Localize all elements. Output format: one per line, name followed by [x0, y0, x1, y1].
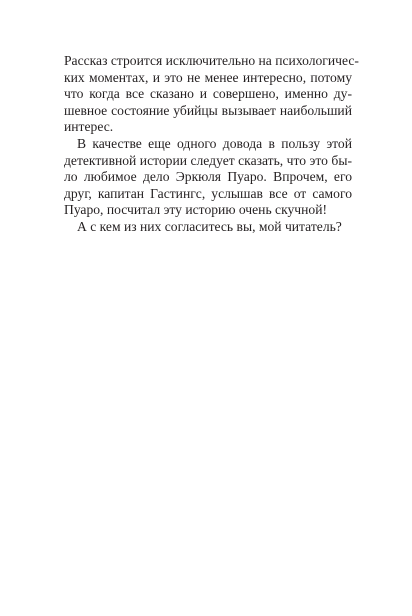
text-line: шевное состояние убийцы вызывает наибольший — [64, 102, 352, 118]
paragraph-2 — [64, 136, 352, 219]
text-line: Пуаро, посчитал эту историю очень скучной! — [64, 202, 328, 218]
text-line: А с кем из них согласитесь вы, мой читатель? — [77, 218, 342, 234]
text-line: Рассказ строится исключительно на психологичес- — [64, 53, 359, 68]
text-line: друг, капитан Гастингс, услышав все от самого — [64, 185, 352, 201]
text-line: детективной истории следует сказать, что это бы- — [64, 152, 352, 168]
text-line: что когда все сказано и совершено, именно ду- — [64, 86, 352, 102]
paragraph-3 — [64, 219, 352, 236]
text-line: ло любимое дело Эркюля Пуаро. Впрочем, его — [64, 169, 352, 185]
text-line: ких моментах, и это не менее интересно, потому — [64, 69, 352, 85]
paragraph-1 — [64, 53, 359, 136]
body-text — [64, 53, 359, 236]
text-line: В качестве еще одного довода в пользу этой — [77, 135, 352, 151]
text-line: интерес. — [64, 119, 114, 135]
